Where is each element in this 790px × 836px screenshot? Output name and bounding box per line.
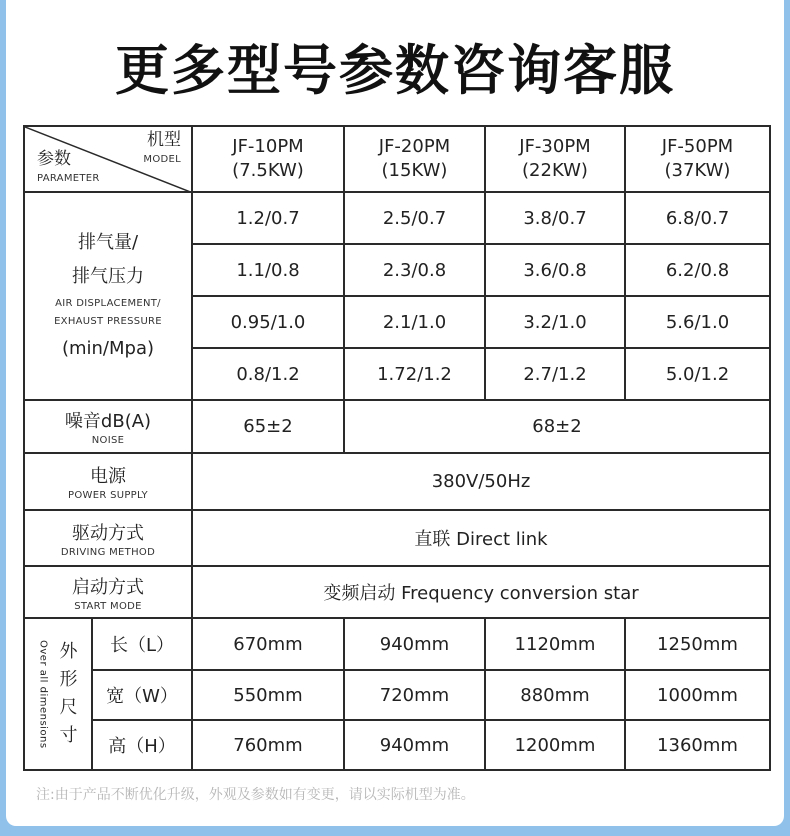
air-label-cn-1: 排气量/ — [77, 232, 139, 253]
footnote: 注:由于产品不断优化升级，外观及参数如有变更，请以实际机型为准。 — [36, 787, 475, 803]
dimension-value: 1250mm — [625, 618, 770, 670]
air-value: 6.2/0.8 — [625, 244, 770, 296]
start-label-en: START MODE — [74, 600, 142, 612]
air-value: 1.1/0.8 — [192, 244, 344, 296]
power-label-cell — [24, 453, 192, 510]
spec-table — [23, 125, 771, 771]
start-label-cell — [24, 566, 192, 618]
air-label-cell — [24, 192, 192, 400]
power-value: 380V/50Hz — [192, 453, 770, 510]
model-name: JF-10PM — [232, 136, 304, 157]
dimension-value: 670mm — [192, 618, 344, 670]
dimensions-label-cn: 外形尺寸 — [59, 641, 78, 746]
dimension-label: 宽（W） — [92, 670, 192, 720]
air-value: 2.1/1.0 — [344, 296, 485, 348]
driving-value: 直联 Direct link — [192, 510, 770, 566]
air-value: 1.2/0.7 — [192, 192, 344, 244]
air-value: 1.72/1.2 — [344, 348, 485, 400]
dimension-row — [24, 618, 770, 670]
model-header-cell — [485, 126, 625, 192]
model-header-en: MODEL — [143, 154, 181, 165]
dimension-row — [24, 670, 770, 720]
start-label-cn: 启动方式 — [72, 576, 144, 598]
model-header-cell — [344, 126, 485, 192]
dimension-value: 720mm — [344, 670, 485, 720]
dimension-label: 高（H） — [92, 720, 192, 770]
driving-row — [24, 510, 770, 566]
air-row — [24, 192, 770, 244]
dimension-label: 长（L） — [92, 618, 192, 670]
air-value: 2.3/0.8 — [344, 244, 485, 296]
model-header-cn: 机型 — [147, 130, 181, 150]
air-value: 2.7/1.2 — [485, 348, 625, 400]
air-value: 2.5/0.7 — [344, 192, 485, 244]
air-unit: (min/Mpa) — [61, 338, 155, 359]
dimensions-label-cell — [24, 618, 92, 770]
dimension-value: 880mm — [485, 670, 625, 720]
noise-value: 68±2 — [344, 400, 770, 453]
dimension-value: 550mm — [192, 670, 344, 720]
dimension-value: 760mm — [192, 720, 344, 770]
param-header-en: PARAMETER — [37, 173, 100, 184]
model-power: (22KW) — [522, 160, 588, 181]
model-name: JF-20PM — [378, 136, 451, 157]
air-value: 0.95/1.0 — [192, 296, 344, 348]
air-label-cn-2: 排气压力 — [72, 266, 144, 287]
model-header-cell — [625, 126, 770, 192]
noise-label-cn: 噪音dB(A) — [64, 411, 152, 432]
corner-header-cell — [24, 126, 192, 192]
dimension-value: 1200mm — [485, 720, 625, 770]
dimensions-label-en: Over all dimensions — [37, 639, 49, 749]
model-power: (37KW) — [664, 160, 731, 181]
noise-value: 65±2 — [192, 400, 344, 453]
driving-label-en: DRIVING METHOD — [60, 546, 156, 558]
air-label-en-1: AIR DISPLACEMENT/ — [55, 298, 161, 309]
model-header-cell — [192, 126, 344, 192]
param-header — [37, 149, 100, 189]
driving-label-cn: 驱动方式 — [72, 522, 144, 544]
air-label-en-2: EXHAUST PRESSURE — [54, 316, 162, 327]
start-row — [24, 566, 770, 618]
driving-label-cell — [24, 510, 192, 566]
air-value: 6.8/0.7 — [625, 192, 770, 244]
dimension-value: 1120mm — [485, 618, 625, 670]
model-power: (7.5KW) — [232, 160, 304, 181]
air-value: 3.8/0.7 — [485, 192, 625, 244]
dimension-value: 940mm — [344, 618, 485, 670]
power-label-en: POWER SUPPLY — [68, 490, 148, 501]
header-row — [24, 126, 770, 192]
dimension-value: 940mm — [344, 720, 485, 770]
model-name: JF-30PM — [519, 136, 591, 157]
air-value: 3.6/0.8 — [485, 244, 625, 296]
page-title: 更多型号参数咨询客服 — [115, 39, 675, 102]
model-name: JF-50PM — [661, 136, 734, 157]
air-value: 5.6/1.0 — [625, 296, 770, 348]
noise-label-en: NOISE — [91, 435, 125, 446]
noise-row — [24, 400, 770, 453]
model-header — [143, 131, 181, 169]
start-value: 变频启动 Frequency conversion star — [192, 566, 770, 618]
power-label-cn: 电源 — [90, 466, 126, 487]
power-row — [24, 453, 770, 510]
dimension-value: 1000mm — [625, 670, 770, 720]
param-header-cn: 参数 — [37, 149, 71, 169]
noise-label-cell — [24, 400, 192, 453]
air-value: 5.0/1.2 — [625, 348, 770, 400]
dimension-row — [24, 720, 770, 770]
air-value: 0.8/1.2 — [192, 348, 344, 400]
model-power: (15KW) — [381, 160, 448, 181]
dimension-value: 1360mm — [625, 720, 770, 770]
air-value: 3.2/1.0 — [485, 296, 625, 348]
